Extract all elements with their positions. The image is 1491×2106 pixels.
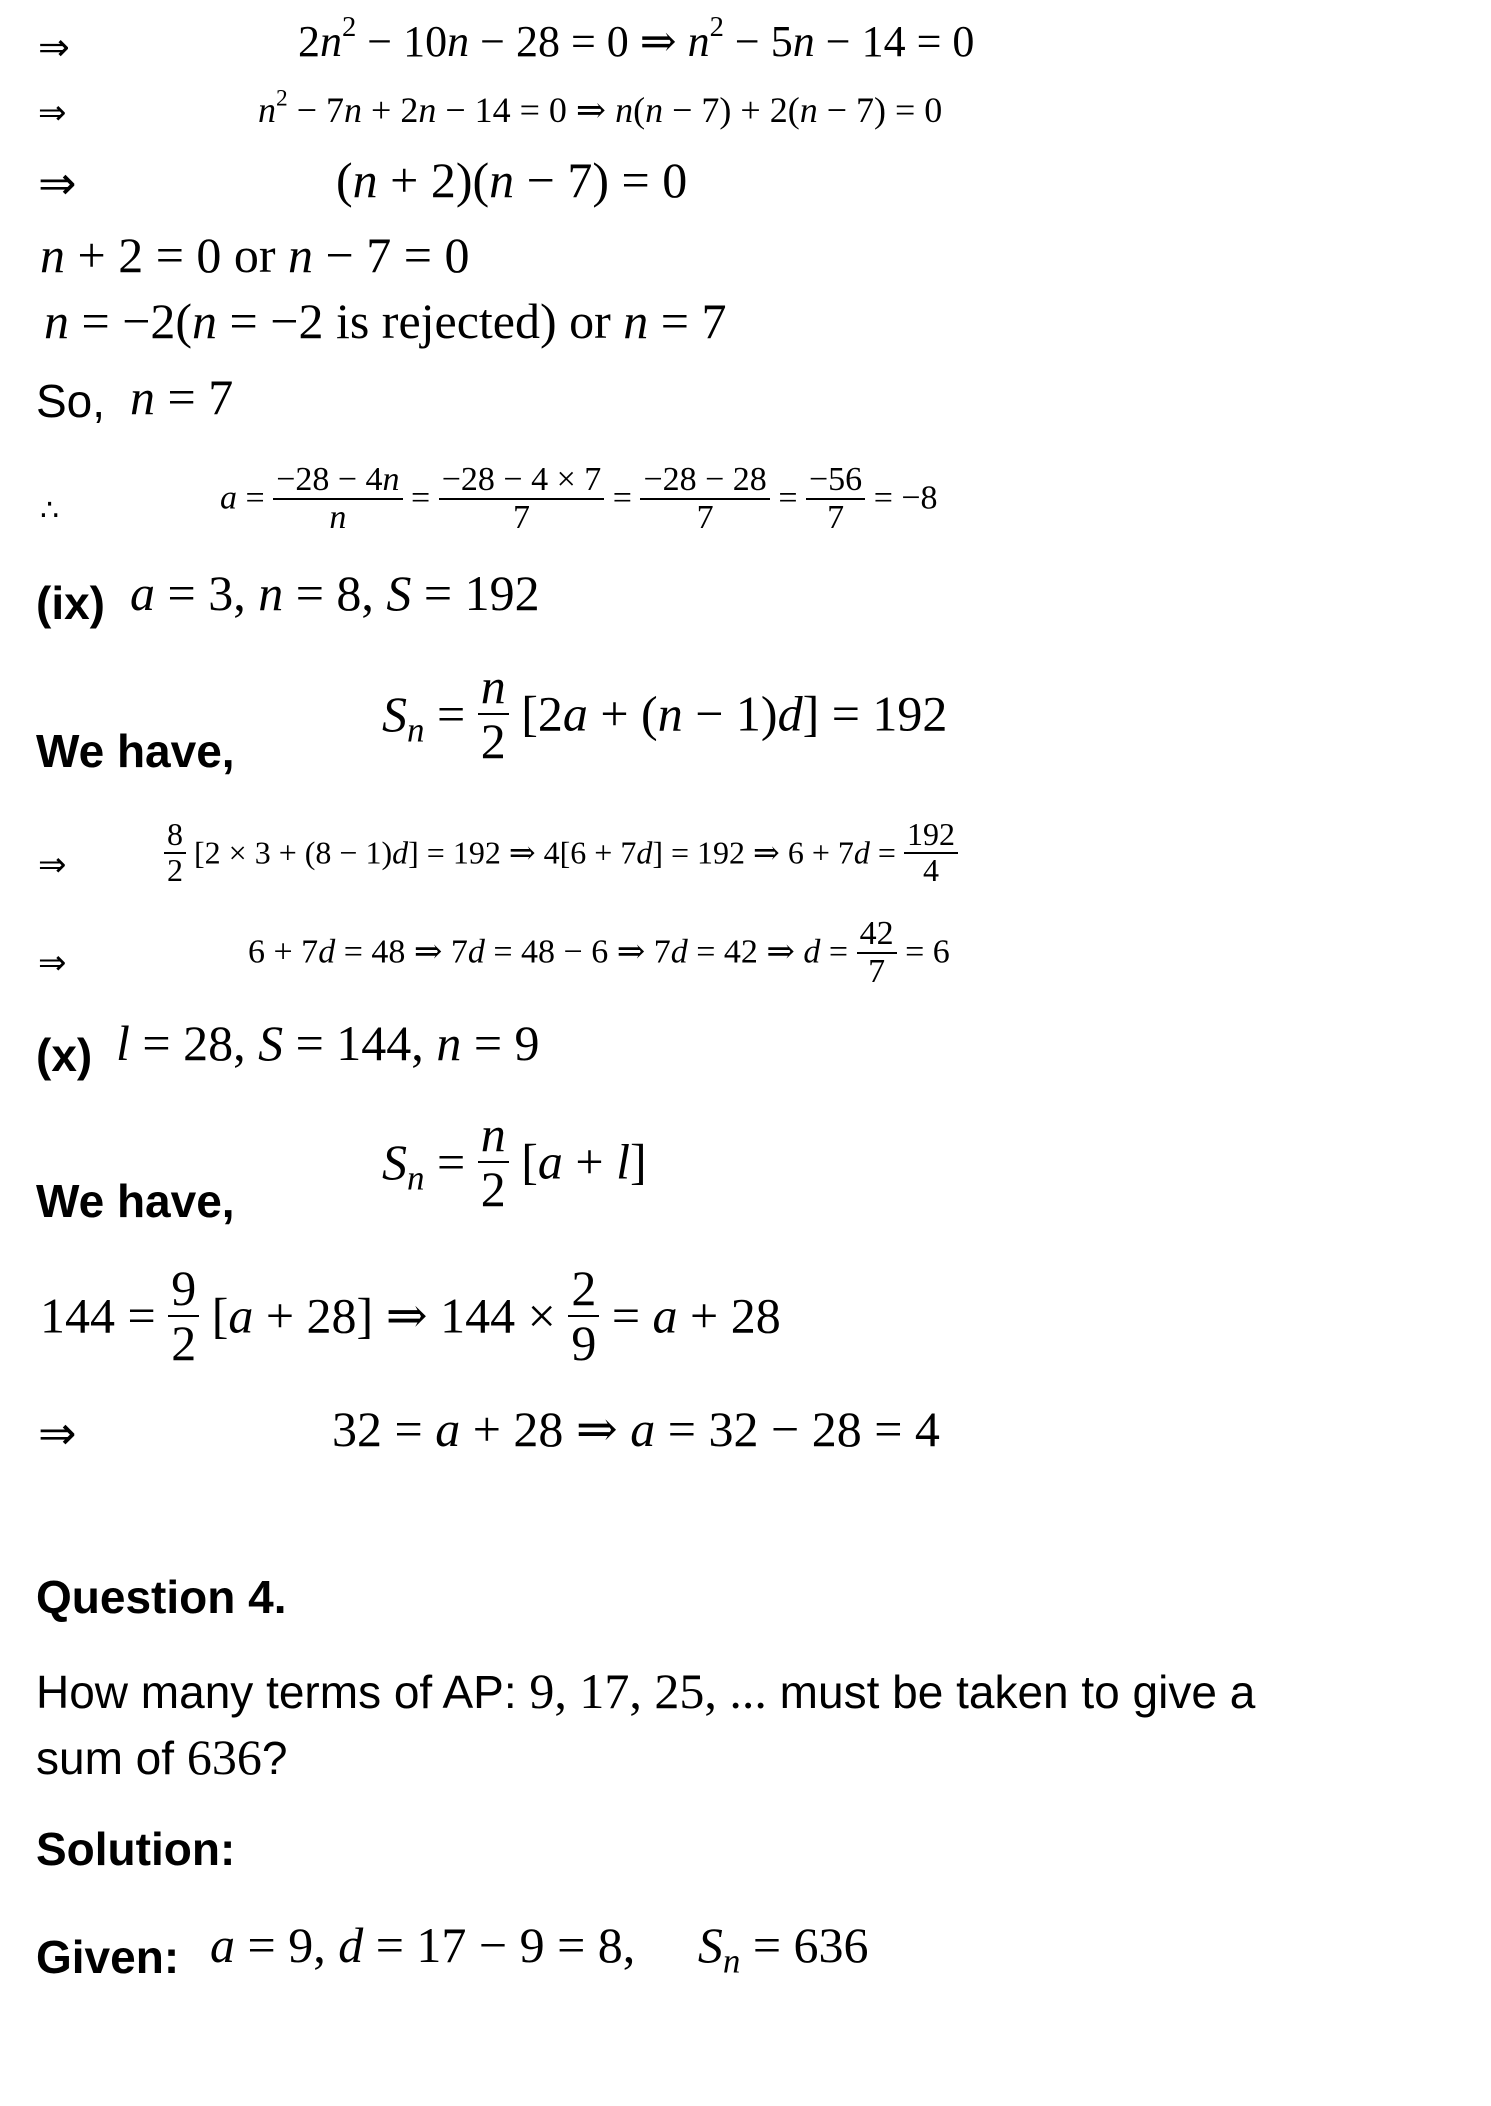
equation-line-1: $2n^2 - 10n - 28 = 0$ ⇒ $n^2 - 5n - 14 = 0$ — [298, 11, 975, 66]
part-x-label: (x) — [36, 1029, 93, 1081]
implies-arrow-4: ⇒ — [38, 845, 67, 885]
sum-value: 636 — [186, 1729, 262, 1785]
implies-arrow-5: ⇒ — [38, 943, 67, 983]
we-have-label-2: We have, — [36, 1175, 235, 1227]
implies-arrow-2: ⇒ — [38, 93, 67, 133]
we-have-label-1: We have, — [36, 725, 235, 777]
question-text-line2: sum of 636? — [36, 1729, 288, 1785]
equation-line-2: $n^2 - 7n + 2n - 14 = 0$ ⇒ n(n − 7) + 2(n − 7) = 0 — [258, 85, 943, 130]
question-heading: Question 4. — [36, 1571, 287, 1623]
equation-line-10: 144 = $\frac{9}{2}$ [a + 28] ⇒ 144 × $\frac{2}{9}$ = a + 28 — [40, 1260, 781, 1371]
sn-formula-1: $S_n$ = $\frac{n}{2}$ [2a + (n − 1)d] = 192 — [382, 658, 948, 769]
ap-sequence: 9, 17, 25, ... — [529, 1663, 767, 1719]
question-text: How many terms of AP: 9, 17, 25, ... must be taken to give a — [36, 1663, 1256, 1719]
given-label: Given: — [36, 1931, 180, 1983]
part-ix-given: a = 3, n = 8, S = 192 — [130, 565, 540, 621]
solution-heading: Solution: — [36, 1823, 236, 1875]
implies-arrow-6: ⇒ — [38, 1406, 77, 1460]
implies-arrow-3: ⇒ — [38, 156, 77, 210]
implies-arrow-1: ⇒ — [38, 25, 70, 69]
n-equals-7: n = 7 — [130, 369, 234, 425]
equation-line-8: $\frac{8}{2}$ [2 × 3 + (8 − 1)d] = 192 ⇒ 4[6 + 7d] = 192 ⇒ 6 + 7d = $\frac{192}{4}$ — [164, 818, 958, 887]
equation-line-9: 6 + 7d = 48 ⇒ 7d = 48 − 6 ⇒ 7d = 42 ⇒ d = $\frac{42}{7}$ = 6 — [248, 915, 950, 990]
sn-formula-2: $S_n$ = $\frac{n}{2}$ [a + l] — [382, 1106, 647, 1217]
equation-line-3: (n + 2)(n − 7) = 0 — [336, 152, 688, 208]
equation-line-7: a = $\frac{-28 - 4n}{n}$ = $\frac{-28 - 4 \times 7}{7}$ = $\frac{-28 - 28}{7}$ = $\frac{-56}{7}$ = −8 — [220, 461, 938, 536]
part-ix-label: (ix) — [36, 577, 105, 629]
given-values: a = 9, d = 17 − 9 = 8, $S_n = 636$ — [210, 1917, 869, 1981]
equation-line-11: 32 = a + 28 ⇒ a = 32 − 28 = 4 — [332, 1401, 940, 1457]
equation-line-5: n = −2(n = −2 is rejected) or n = 7 — [44, 293, 727, 349]
so-label: So, — [36, 375, 106, 427]
part-x-given: l = 28, S = 144, n = 9 — [116, 1015, 540, 1071]
therefore-symbol: ∴ — [40, 493, 60, 528]
equation-line-4: n + 2 = 0 or n − 7 = 0 — [40, 227, 470, 283]
